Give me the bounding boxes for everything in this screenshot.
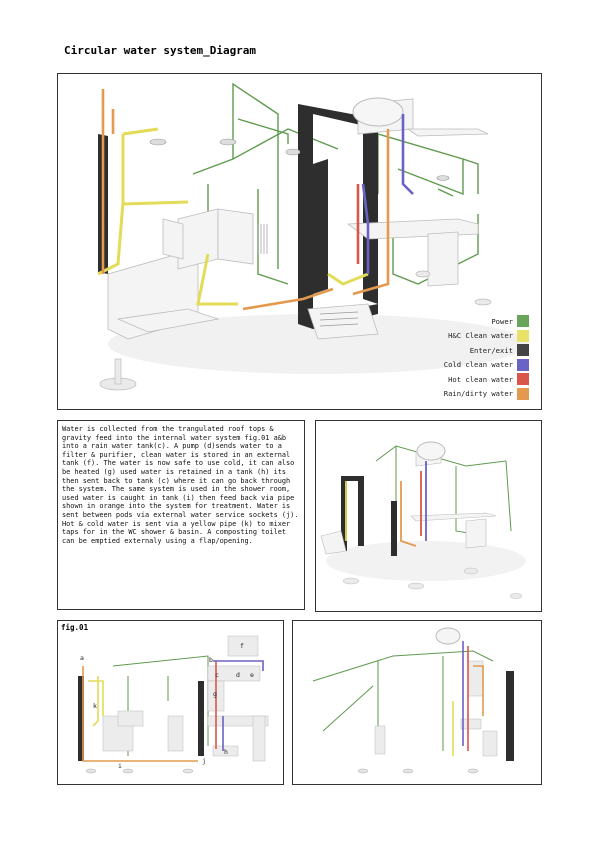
legend-item-power (369, 314, 529, 329)
legend-swatch-hc-clean-water (517, 330, 529, 342)
fig-letter-b: b (209, 656, 213, 664)
legend-swatch-enter-exit (517, 344, 529, 356)
legend-swatch-power (517, 315, 529, 327)
description-text: Water is collected from the trangulated roof tops & gravity feed into the internal water system fig.01 a&b into a rain water tank(c). A pump (d)sends water to a filter & purifier, clean water is stored in an external tank (f). The water is now safe to use cold, it can also be heated (g) used water is retained in a tank (h) its then sent back to tank (c) where it can go back through the system. The same system is used in the shower room, used water is caught in tank (i) then feed back via pipe shown in orange into the system for treatment. Water is sent between pods via external water service sockets (j). Hot & cold water is sent via a yellow pipe (k) to mixer taps for in the WC shower & basin. A composting toilet can be emptied externaly using a flap/opening. (62, 425, 299, 545)
fig-letter-c: c (215, 671, 219, 679)
legend-item-cold-clean-water (369, 358, 529, 373)
legend-swatch-cold-clean-water (517, 359, 529, 371)
fig-letter-a: a (80, 654, 84, 662)
fig-label: fig.01 (61, 623, 89, 632)
legend-item-hc-clean-water (369, 329, 529, 344)
legend-label: H&C Clean water (448, 331, 513, 341)
legend-item-hot-clean-water (369, 372, 529, 387)
elevation-diagram (293, 621, 541, 784)
secondary-isometric-diagram (316, 421, 541, 611)
fig-letter-f: f (240, 642, 244, 650)
fig-letter-h: h (224, 748, 228, 756)
legend-swatch-hot-clean-water (517, 373, 529, 385)
fig01-panel (57, 620, 284, 785)
legend-item-rain-dirty-water (369, 387, 529, 402)
legend-label: Power (491, 316, 513, 326)
legend-label: Cold clean water (443, 360, 513, 370)
legend-swatch-rain-dirty-water (517, 388, 529, 400)
secondary-render-panel (315, 420, 542, 612)
legend-item-enter-exit (369, 343, 529, 358)
legend (369, 314, 529, 401)
legend-label: Hot clean water (448, 374, 513, 384)
elevation-panel (292, 620, 542, 785)
fig-letter-d: d (236, 671, 240, 679)
fig-letter-i: i (118, 762, 122, 770)
description-box (57, 420, 305, 610)
legend-label: Rain/dirty water (443, 389, 513, 399)
page-title: Circular water system_Diagram (64, 44, 257, 57)
fig-letter-e: e (250, 671, 254, 679)
fig-letter-j: j (202, 757, 206, 765)
fig-letter-g: g (213, 690, 217, 698)
fig01-plan-diagram (58, 621, 283, 784)
legend-label: Enter/exit (469, 345, 513, 355)
main-diagram-panel (57, 73, 542, 410)
fig-letter-k: k (93, 702, 97, 710)
